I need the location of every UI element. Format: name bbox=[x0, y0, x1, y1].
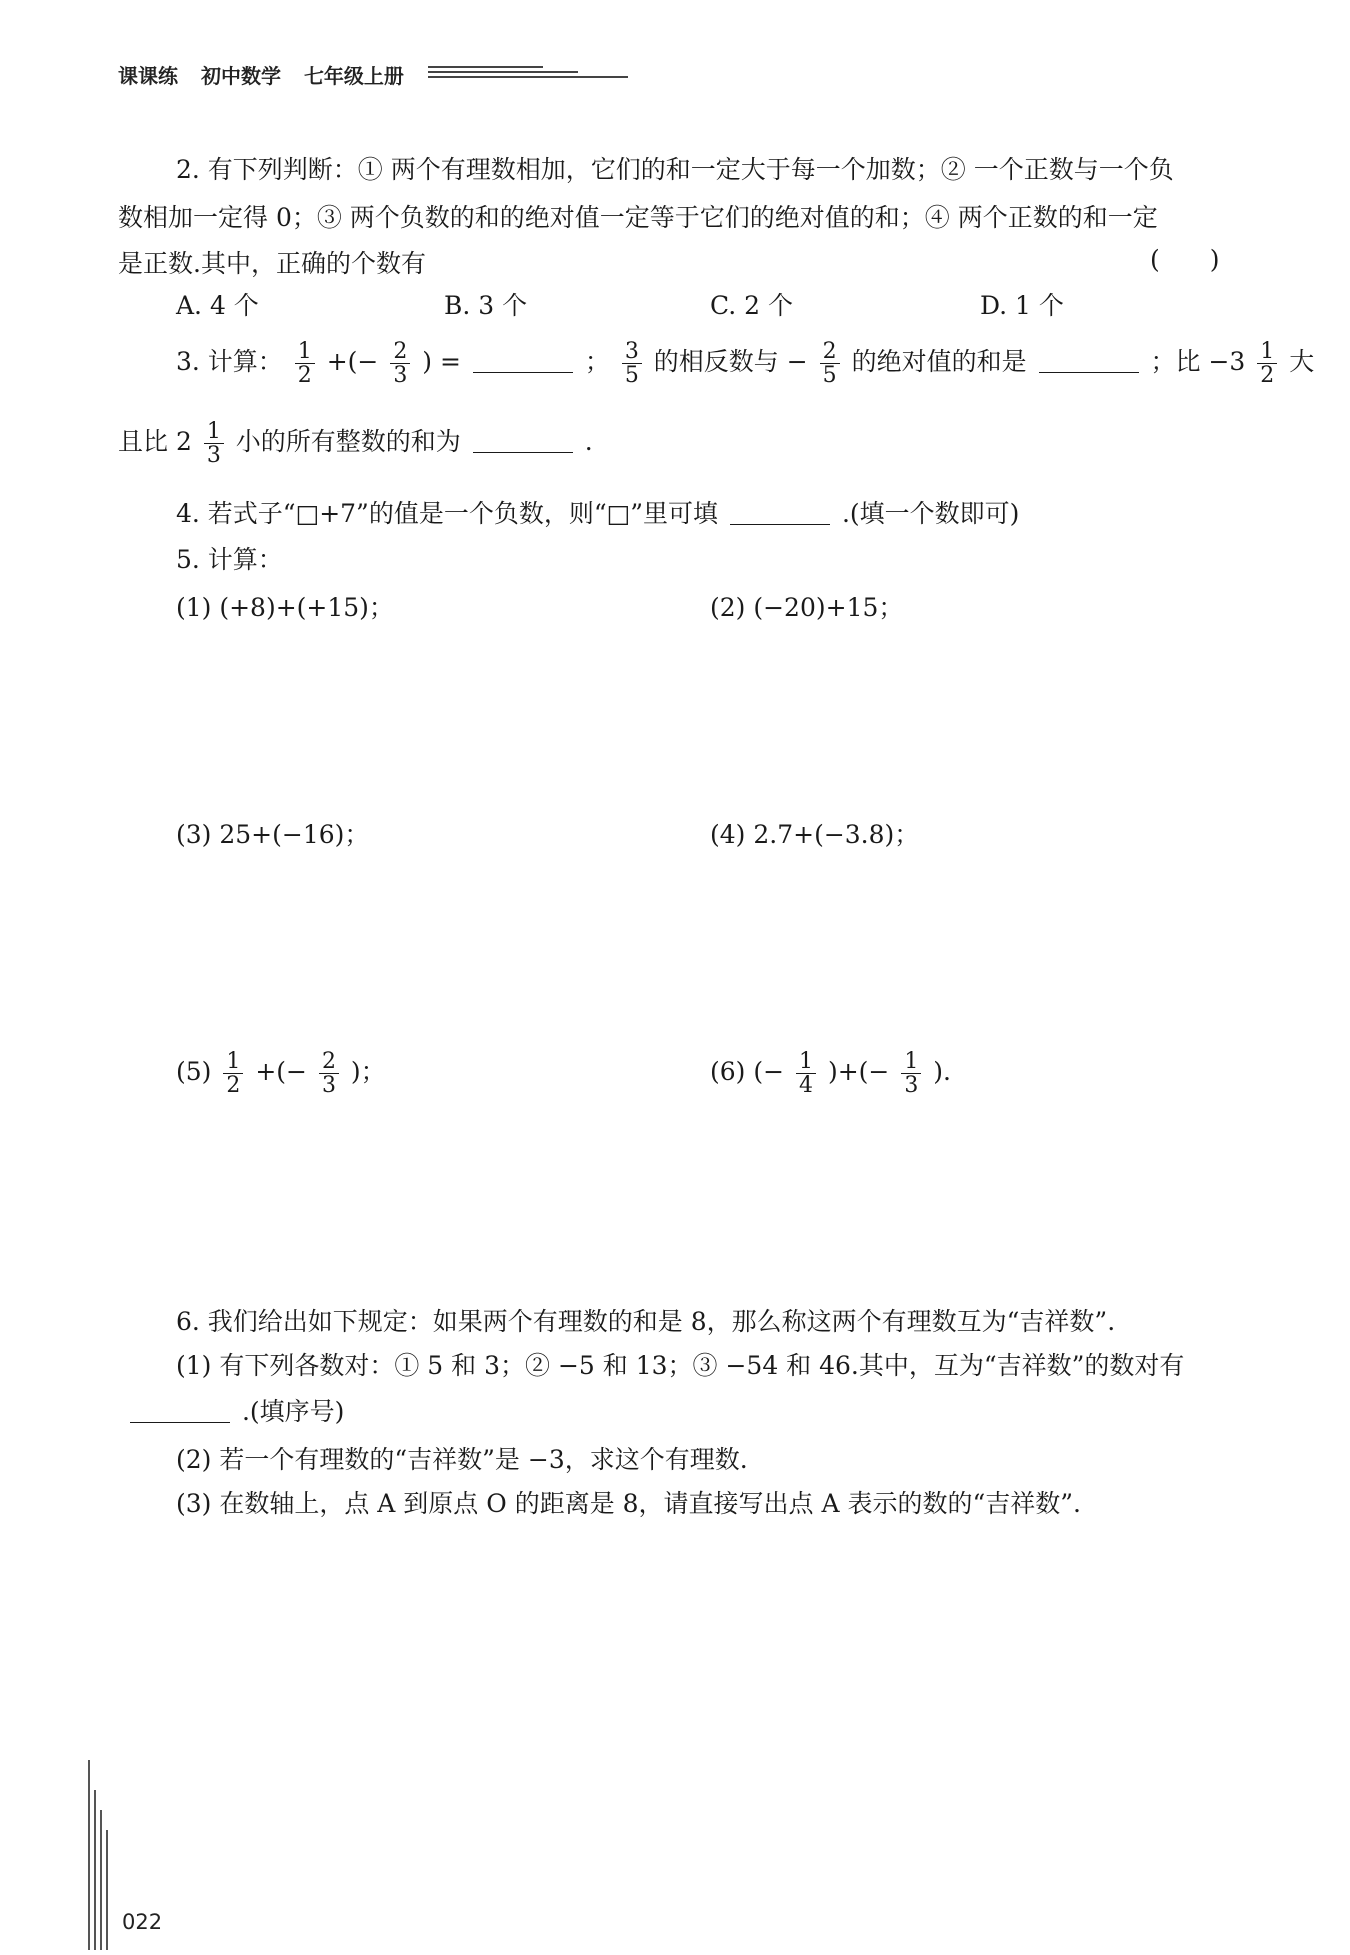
answer-blank bbox=[130, 1421, 230, 1423]
q5-part3: (3) 25+(−16)； bbox=[176, 820, 370, 849]
q5-part6: (6) (− $\frac{1}{4}$ )+(− $\frac{1}{3}$ ). bbox=[710, 1049, 951, 1099]
fraction-3-5: $\frac{3}{5}$ bbox=[622, 340, 642, 387]
q3-line1: 3. 计算： $\frac{1}{2}$ +(− $\frac{2}{3}$ ) = ； $\frac{3}{5}$ 的相反数与 − $\frac{2}{5}$ 的绝对值的和是 ；比 −3 $\frac{1}{2}$ 大 bbox=[176, 339, 1315, 389]
fraction-1-3: $\frac{1}{3}$ bbox=[204, 420, 224, 467]
page-number: 022 bbox=[122, 1910, 163, 1934]
subject-name: 初中数学 bbox=[200, 64, 281, 88]
q3-line2: 且比 2 $\frac{1}{3}$ 小的所有整数的和为 . bbox=[118, 419, 593, 469]
q5-part4: (4) 2.7+(−3.8)； bbox=[710, 820, 920, 849]
q2-line2: 数相加一定得 0；③ 两个负数的和的绝对值一定等于它们的绝对值的和；④ 两个正数的和一定 bbox=[118, 203, 1158, 232]
q5-part5: (5) $\frac{1}{2}$ +(− $\frac{2}{3}$ )； bbox=[176, 1049, 386, 1099]
fraction-1-2: $\frac{1}{2}$ bbox=[1257, 340, 1277, 387]
q2-option-a: A. 4 个 bbox=[176, 291, 259, 320]
q6-sub2: (2) 若一个有理数的“吉祥数”是 −3，求这个有理数. bbox=[176, 1445, 748, 1474]
fraction-1-4: $\frac{1}{4}$ bbox=[796, 1050, 816, 1097]
q4-line: 4. 若式子“□+7”的值是一个负数，则“□”里可填 .(填一个数即可) bbox=[176, 499, 1020, 528]
q5-part2: (2) (−20)+15； bbox=[710, 593, 904, 622]
q2-option-b: B. 3 个 bbox=[444, 291, 528, 320]
q2-option-c: C. 2 个 bbox=[710, 291, 793, 320]
grade-name: 七年级上册 bbox=[303, 64, 404, 88]
answer-blank bbox=[473, 451, 573, 453]
q2-answer-paren: ( ) bbox=[1150, 245, 1220, 274]
fraction-1-3: $\frac{1}{3}$ bbox=[901, 1050, 921, 1097]
answer-blank bbox=[1039, 371, 1139, 373]
answer-blank bbox=[473, 371, 573, 373]
q6-sub3: (3) 在数轴上，点 A 到原点 O 的距离是 8，请直接写出点 A 表示的数的“吉祥数”. bbox=[176, 1489, 1082, 1518]
margin-decoration bbox=[88, 1760, 118, 1950]
series-name: 课课练 bbox=[118, 64, 178, 88]
q5-part1: (1) (+8)+(+15)； bbox=[176, 593, 394, 622]
q6-sub1-cont: .(填序号) bbox=[118, 1392, 344, 1428]
fraction-1-2: $\frac{1}{2}$ bbox=[223, 1050, 243, 1097]
q5-title: 5. 计算： bbox=[176, 545, 283, 574]
header-rule-lines bbox=[428, 66, 628, 86]
fraction-2-5: $\frac{2}{5}$ bbox=[820, 340, 840, 387]
fraction-2-3: $\frac{2}{3}$ bbox=[319, 1050, 339, 1097]
q6-intro: 6. 我们给出如下规定：如果两个有理数的和是 8，那么称这两个有理数互为“吉祥数”. bbox=[176, 1307, 1116, 1336]
fraction-1-2: $\frac{1}{2}$ bbox=[295, 340, 315, 387]
answer-blank bbox=[730, 523, 830, 525]
q2-line1: 2. 有下列判断：① 两个有理数相加，它们的和一定大于每一个加数；② 一个正数与一个负 bbox=[176, 155, 1174, 184]
q2-option-d: D. 1 个 bbox=[980, 291, 1064, 320]
q2-line3: 是正数.其中，正确的个数有 bbox=[118, 249, 426, 278]
fraction-2-3: $\frac{2}{3}$ bbox=[390, 340, 410, 387]
q6-sub1: (1) 有下列各数对：① 5 和 3；② −5 和 13；③ −54 和 46.其中，互为“吉祥数”的数对有 bbox=[176, 1351, 1185, 1380]
page-header bbox=[118, 60, 420, 89]
